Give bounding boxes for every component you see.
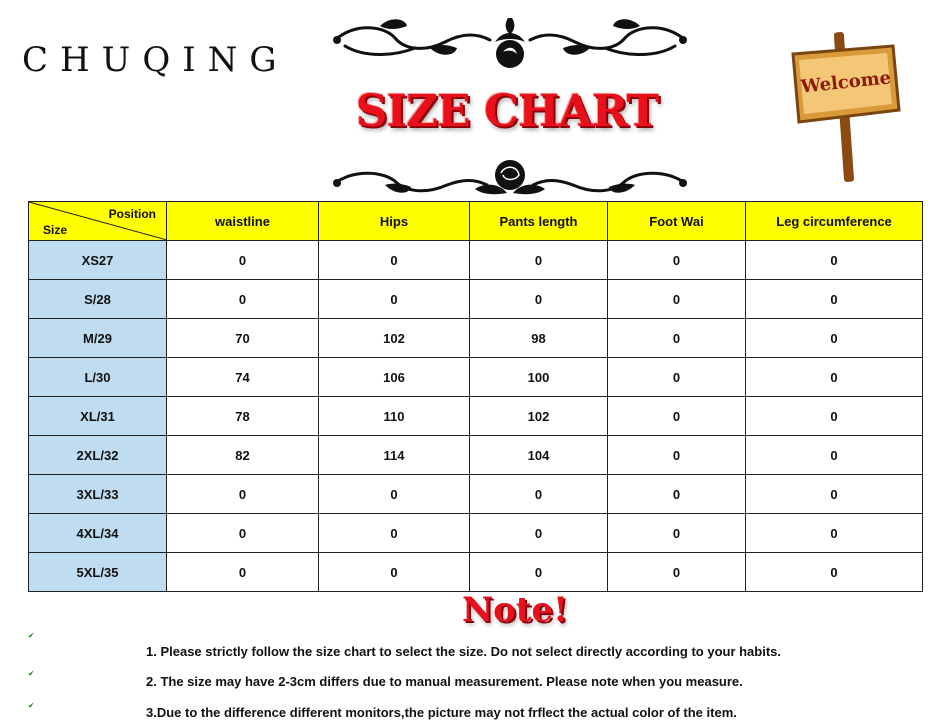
note-line-1: 1. Please strictly follow the size chart to select the size. Do not select directly according to your habits.	[146, 644, 782, 659]
size-cell: L/30	[29, 358, 167, 397]
value-cell: 0	[167, 475, 319, 514]
value-cell: 0	[167, 553, 319, 592]
value-cell: 102	[470, 397, 608, 436]
value-cell: 0	[319, 475, 470, 514]
value-cell: 114	[319, 436, 470, 475]
brand-name: CHUQING	[22, 40, 289, 80]
size-chart-title: SIZE CHART	[355, 86, 659, 137]
table-row	[29, 553, 923, 592]
note-line-2: 2. The size may have 2-3cm differs due to manual measurement. Please note when you measure.	[146, 674, 743, 689]
table-row	[29, 436, 923, 475]
value-cell: 0	[608, 280, 746, 319]
value-cell: 0	[746, 553, 923, 592]
table-row	[29, 397, 923, 436]
welcome-sign-text: Welcome	[799, 67, 893, 98]
value-cell: 0	[608, 475, 746, 514]
table-row	[29, 280, 923, 319]
value-cell: 0	[746, 241, 923, 280]
value-cell: 0	[470, 553, 608, 592]
size-cell: 2XL/32	[29, 436, 167, 475]
table-row	[29, 241, 923, 280]
bullet-mark-icon	[28, 670, 34, 675]
value-cell: 0	[746, 514, 923, 553]
value-cell: 0	[167, 280, 319, 319]
value-cell: 0	[167, 241, 319, 280]
value-cell: 102	[319, 319, 470, 358]
value-cell: 0	[746, 319, 923, 358]
corner-header-cell	[29, 202, 167, 241]
column-header: Foot Wai	[608, 202, 746, 241]
table-row	[29, 358, 923, 397]
bullet-mark-icon	[28, 632, 34, 637]
value-cell: 0	[746, 280, 923, 319]
value-cell: 0	[746, 358, 923, 397]
value-cell: 104	[470, 436, 608, 475]
value-cell: 0	[608, 397, 746, 436]
table-body	[29, 241, 923, 592]
value-cell: 110	[319, 397, 470, 436]
size-cell: XS27	[29, 241, 167, 280]
value-cell: 0	[470, 475, 608, 514]
table-row	[29, 319, 923, 358]
table-header-row	[29, 202, 923, 241]
size-cell: S/28	[29, 280, 167, 319]
value-cell: 78	[167, 397, 319, 436]
size-cell: 3XL/33	[29, 475, 167, 514]
value-cell: 0	[470, 241, 608, 280]
value-cell: 0	[746, 475, 923, 514]
size-cell: M/29	[29, 319, 167, 358]
value-cell: 0	[319, 514, 470, 553]
column-header: Hips	[319, 202, 470, 241]
value-cell: 0	[608, 553, 746, 592]
value-cell: 70	[167, 319, 319, 358]
size-table	[28, 201, 923, 592]
value-cell: 0	[608, 436, 746, 475]
bullet-mark-icon	[28, 702, 34, 707]
value-cell: 0	[470, 514, 608, 553]
value-cell: 0	[470, 280, 608, 319]
column-header: Leg circumference	[746, 202, 923, 241]
welcome-sign-icon	[785, 28, 905, 188]
value-cell: 0	[319, 241, 470, 280]
size-cell: XL/31	[29, 397, 167, 436]
corner-position-label: Position	[108, 207, 156, 221]
value-cell: 82	[167, 436, 319, 475]
value-cell: 0	[608, 514, 746, 553]
value-cell: 0	[746, 436, 923, 475]
value-cell: 0	[746, 397, 923, 436]
note-title: Note!	[461, 590, 569, 630]
value-cell: 74	[167, 358, 319, 397]
scroll-ornament-bottom	[325, 155, 695, 203]
corner-size-label: Size	[43, 223, 68, 237]
scroll-ornament-top	[325, 12, 695, 72]
size-cell: 4XL/34	[29, 514, 167, 553]
size-cell: 5XL/35	[29, 553, 167, 592]
value-cell: 0	[608, 241, 746, 280]
value-cell: 106	[319, 358, 470, 397]
value-cell: 98	[470, 319, 608, 358]
note-line-3: 3.Due to the difference different monitors,the picture may not frflect the actual color of the item.	[146, 705, 737, 720]
value-cell: 0	[608, 319, 746, 358]
value-cell: 0	[319, 553, 470, 592]
value-cell: 100	[470, 358, 608, 397]
column-header: Pants length	[470, 202, 608, 241]
column-header: waistline	[167, 202, 319, 241]
value-cell: 0	[319, 280, 470, 319]
table-row	[29, 475, 923, 514]
value-cell: 0	[167, 514, 319, 553]
table-row	[29, 514, 923, 553]
value-cell: 0	[608, 358, 746, 397]
